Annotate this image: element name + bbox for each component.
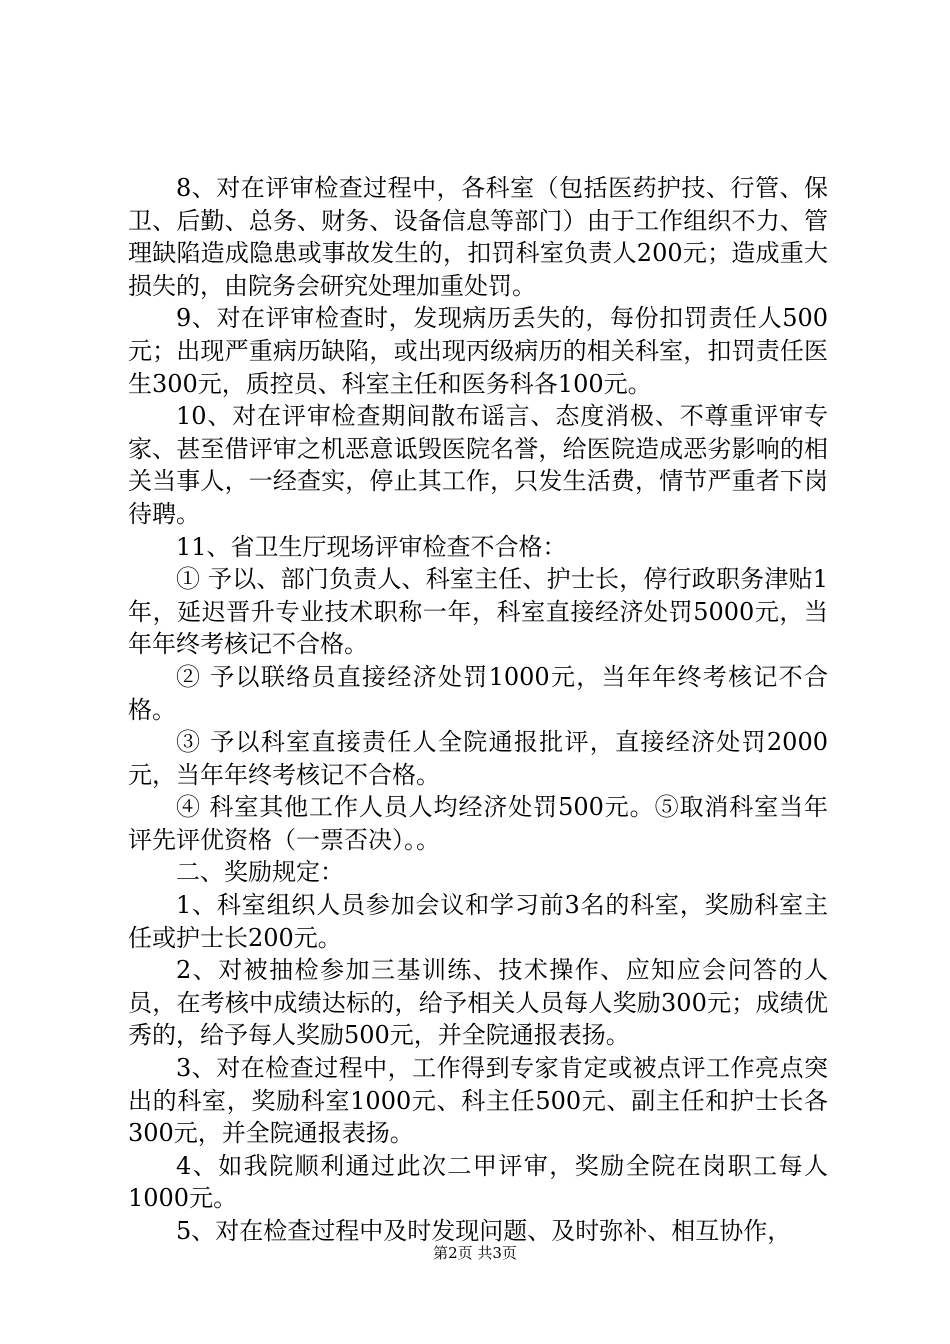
page-footer: 第2页 共3页 — [433, 1244, 517, 1262]
paragraph: 11、省卫生厅现场评审检查不合格： — [176, 532, 567, 561]
paragraph: 5、对在检查过程中及时发现问题、及时弥补、相互协作， — [176, 1217, 792, 1245]
paragraph: ④ 科室其他工作人员人均经济处罚500元。⑤取消科室当年评先评优资格（一票否决）。。 — [128, 793, 828, 854]
paragraph: 1、科室组织人员参加会议和学习前3名的科室，奖励科室主任或护士长200元。 — [128, 891, 828, 952]
paragraph: 4、如我院顺利通过此次二甲评审，奖励全院在岗职工每人1000元。 — [128, 1151, 828, 1213]
paragraph: 2、对被抽检参加三基训练、技术操作、应知应会问答的人员，在考核中成绩达标的，给予相关人员每人奖励300元；成绩优秀的，给予每人奖励500元，并全院通报表扬。 — [128, 956, 828, 1050]
section-heading: 二、奖励规定： — [176, 858, 344, 887]
paragraph: ① 予以、部门负责人、科室主任、护士长，停行政职务津贴1年，延迟晋升专业技术职称一年，科室直接经济处罚5000元，当年年终考核记不合格。 — [128, 565, 828, 659]
paragraph: 9、对在评审检查时，发现病历丢失的，每份扣罚责任人500元；出现严重病历缺陷，或出现丙级病历的相关科室，扣罚责任医生300元，质控员、科室主任和医务科各100元。 — [128, 304, 828, 398]
paragraph: 10、对在评审检查期间散布谣言、态度消极、不尊重评审专家、甚至借评审之机恶意诋毁医院名誉，给医院造成恶劣影响的相关当事人，一经查实，停止其工作，只发生活费，情节严重者下岗待聘。 — [128, 402, 828, 528]
paragraph: 8、对在评审检查过程中，各科室（包括医药护技、行管、保卫、后勤、总务、财务、设备信息等部门）由于工作组织不力、管理缺陷造成隐患或事故发生的，扣罚科室负责人200元；造成重大损失的，由院务会研究处理加重处罚。 — [128, 174, 828, 300]
paragraph: ③ 予以科室直接责任人全院通报批评，直接经济处罚2000元，当年年终考核记不合格。 — [128, 728, 828, 789]
document-body — [128, 172, 828, 1248]
paragraph: 3、对在检查过程中，工作得到专家肯定或被点评工作亮点突出的科室，奖励科室1000元、科主任500元、副主任和护士长各300元，并全院通报表扬。 — [128, 1054, 828, 1148]
paragraph: ② 予以联络员直接经济处罚1000元，当年年终考核记不合格。 — [128, 662, 828, 724]
